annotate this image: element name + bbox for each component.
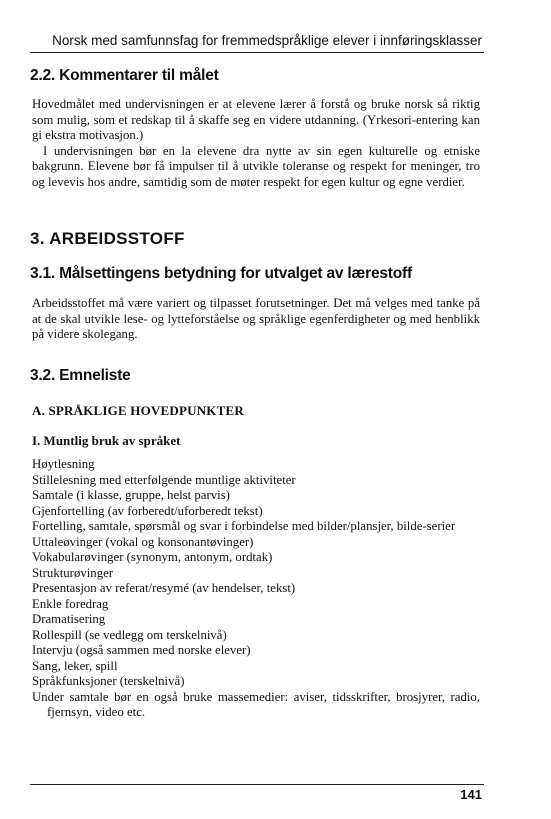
section-3-heading: 3. ARBEIDSSTOFF (30, 229, 185, 248)
list-item: Språkfunksjoner (terskelnivå) (32, 674, 185, 688)
emneliste (32, 457, 480, 721)
section-2-2-heading: 2.2. Kommentarer til målet (30, 67, 219, 84)
page-number: 141 (460, 787, 482, 802)
subheading-muntlig-bruk: I. Muntlig bruk av språket (32, 433, 181, 448)
list-item: Fortelling, samtale, spørsmål og svar i forbindelse med bilder/plansjer, bilde-serier (32, 519, 456, 533)
list-item: Presentasjon av referat/resymé (av hendelser, tekst) (32, 581, 296, 595)
list-item: Dramatisering (32, 612, 106, 626)
list-item: Intervju (også sammen med norske elever) (32, 643, 251, 657)
section-2-2-body (32, 97, 480, 190)
list-item: Vokabularøvinger (synonym, antonym, ordtak) (32, 550, 273, 564)
list-item: Samtale (i klasse, gruppe, helst parvis) (32, 488, 230, 502)
list-item: Uttaleøvinger (vokal og konsonantøvinger) (32, 534, 254, 549)
section-3-2-heading: 3.2. Emneliste (30, 367, 131, 384)
running-head: Norsk med samfunnsfag for fremmedspråklige elever i innføringsklasser (52, 33, 482, 48)
section-2-2-paragraph-1: Hovedmålet med undervisningen er at elevene lærer å forstå og bruke norsk så riktig som mulig, som et redskap til å skaffe seg en videre utdanning. (Yrkesori-entering kan gi ekstra motivasjon.) (32, 97, 480, 142)
subheading-sprakllige-hovedpunkter: A. SPRÅKLIGE HOVEDPUNKTER (32, 403, 244, 418)
list-item: Gjenfortelling (av forberedt/uforberedt tekst) (32, 503, 263, 518)
header-rule (30, 52, 484, 53)
section-3-1-paragraph: Arbeidsstoffet må være variert og tilpasset forutsetninger. Det må velges med tanke på at de skal utvikle lese- og lytteforståelse og språklige egenferdigheter og med henblikk på videre skolegang. (32, 296, 480, 341)
section-3-1-body (32, 296, 480, 343)
section-3-1-heading: 3.1. Målsettingens betydning for utvalget av lærestoff (30, 265, 412, 282)
list-item: Rollespill (se vedlegg om terskelnivå) (32, 627, 227, 642)
list-item: Sang, leker, spill (32, 658, 118, 673)
list-item: Høytlesning (32, 457, 95, 471)
list-item: Under samtale bør en også bruke massemedier: aviser, tidsskrifter, brosjyrer, radio, fjernsyn, video etc. (32, 689, 480, 719)
list-item: Strukturøvinger (32, 565, 114, 580)
section-2-2-paragraph-2: I undervisningen bør en la elevene dra nytte av sin egen kulturelle og etniske bakgrunn. Elevene bør få impulser til å utvikle toleranse og respekt for meninger, tro og levevis hos andre, samtidig som de møter respekt for egen kultur og egne verdier. (32, 143, 480, 189)
list-item: Stillelesning med etterfølgende muntlige aktiviteter (32, 472, 296, 487)
list-item: Enkle foredrag (32, 596, 109, 611)
footer-rule (30, 784, 484, 785)
